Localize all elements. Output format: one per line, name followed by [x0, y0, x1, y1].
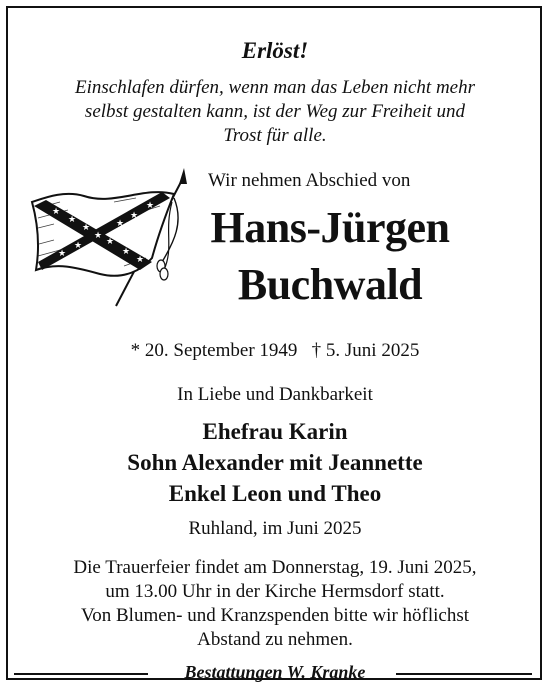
svg-text:★: ★	[122, 247, 131, 257]
svg-text:★: ★	[146, 201, 155, 211]
svg-text:★: ★	[52, 207, 61, 217]
svg-text:★: ★	[106, 237, 115, 247]
info-line: Abstand zu nehmen.	[197, 629, 353, 650]
quote	[0, 76, 550, 148]
svg-text:★: ★	[74, 241, 83, 251]
deceased-last-name: Buchwald	[237, 260, 423, 309]
life-dates: * 20. September 1949 † 5. Juni 2025	[130, 340, 420, 361]
love-line: In Liebe und Dankbarkeit	[177, 384, 373, 405]
svg-text:★: ★	[136, 255, 145, 265]
heading: Erlöst!	[241, 38, 309, 63]
mourner-line: Ehefrau Karin	[202, 419, 348, 444]
deceased-first-name: Hans-Jürgen	[210, 203, 450, 252]
mourners	[0, 416, 550, 509]
svg-text:★: ★	[68, 215, 77, 225]
quote-line: Einschlafen dürfen, wenn man das Leben nicht mehr	[74, 77, 475, 98]
footer-rule-right	[396, 673, 532, 675]
svg-text:★: ★	[116, 219, 125, 229]
quote-line: Trost für alle.	[223, 125, 327, 146]
funeral-info	[0, 556, 550, 652]
mourner-line: Enkel Leon und Theo	[168, 481, 382, 506]
quote-line: selbst gestalten kann, ist der Weg zur Freiheit und	[84, 101, 466, 122]
place-date: Ruhland, im Juni 2025	[188, 518, 362, 539]
flag-icon	[24, 162, 194, 312]
svg-text:★: ★	[94, 231, 103, 241]
svg-text:★: ★	[130, 211, 139, 221]
svg-text:★: ★	[82, 223, 91, 233]
info-line: um 13.00 Uhr in der Kirche Hermsdorf statt.	[105, 581, 445, 602]
mourner-line: Sohn Alexander mit Jeannette	[127, 450, 423, 475]
info-line: Von Blumen- und Kranzspenden bitte wir höflichst	[80, 605, 470, 626]
svg-text:★: ★	[58, 249, 67, 259]
undertaker-name: Bestattungen W. Kranke	[184, 662, 366, 682]
farewell-line: Wir nehmen Abschied von	[208, 170, 411, 191]
footer	[0, 662, 550, 686]
info-line: Die Trauerfeier findet am Donnerstag, 19. Juni 2025,	[73, 557, 477, 578]
